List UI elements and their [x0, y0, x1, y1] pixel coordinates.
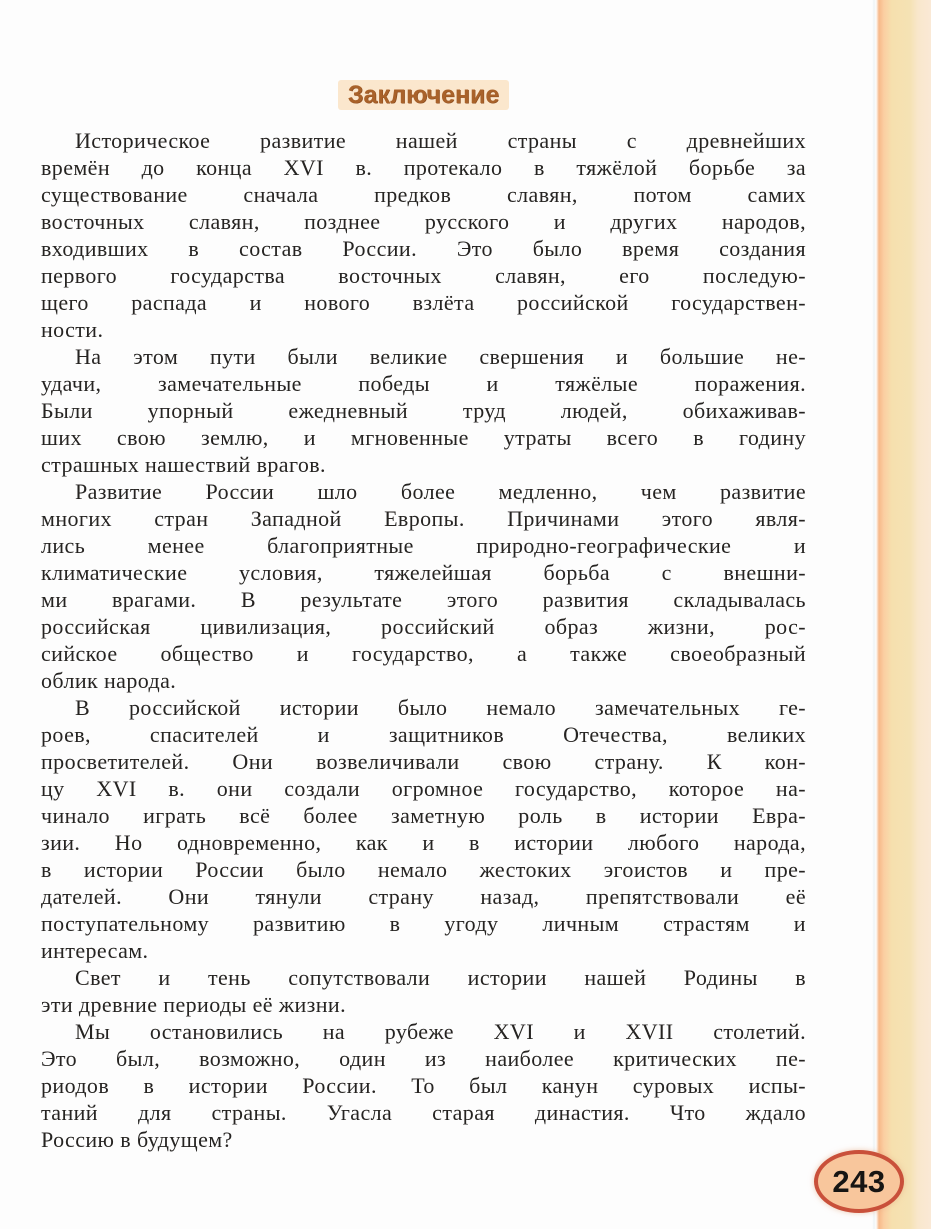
paragraph — [41, 964, 806, 1018]
text-line: дателей. Они тянули страну назад, препятствовали её — [41, 884, 806, 909]
text-line: ности. — [41, 317, 104, 342]
text-line: страшных нашествий врагов. — [41, 452, 326, 477]
text-line: первого государства восточных славян, его последую- — [41, 263, 806, 288]
text-line: в истории России было немало жестоких эгоистов и пре- — [41, 857, 806, 882]
text-line: Развитие России шло более медленно, чем развитие — [75, 479, 806, 504]
text-line: ших свою землю, и мгновенные утраты всего в годину — [41, 425, 806, 450]
section-heading: Заключение — [338, 80, 509, 110]
text-line: удачи, замечательные победы и тяжёлые поражения. — [41, 371, 806, 396]
paragraph — [41, 694, 806, 964]
scan-edge-band — [872, 0, 931, 1229]
text-line: щего распада и нового взлёта российской государствен- — [41, 290, 806, 315]
text-line: зии. Но одновременно, как и в истории любого народа, — [41, 830, 806, 855]
page-number-badge — [814, 1150, 904, 1213]
text-line: цу XVI в. они создали огромное государство, которое на- — [41, 776, 806, 801]
text-line: Россию в будущем? — [41, 1127, 233, 1152]
text-line: Свет и тень сопутствовали истории нашей Родины в — [75, 965, 806, 990]
text-line: существование сначала предков славян, потом самих — [41, 182, 806, 207]
text-line: Мы остановились на рубеже XVI и XVII столетий. — [75, 1019, 806, 1044]
text-line: риодов в истории России. То был канун суровых испы- — [41, 1073, 806, 1098]
paragraph — [41, 127, 806, 343]
text-line: Историческое развитие нашей страны с древнейших — [75, 128, 806, 153]
text-line: поступательному развитию в угоду личным страстям и — [41, 911, 806, 936]
text-line: интересам. — [41, 938, 149, 963]
text-line: времён до конца XVI в. протекало в тяжёлой борьбе за — [41, 155, 806, 180]
text-line: российская цивилизация, российский образ жизни, рос- — [41, 614, 806, 639]
text-line: роев, спасителей и защитников Отечества, великих — [41, 722, 806, 747]
text-line: входивших в состав России. Это было время создания — [41, 236, 806, 261]
page-content — [41, 80, 806, 1153]
text-line: лись менее благоприятные природно-географические и — [41, 533, 806, 558]
text-block — [41, 127, 806, 1153]
text-line: многих стран Западной Европы. Причинами этого явля- — [41, 506, 806, 531]
text-line: На этом пути были великие свершения и большие не- — [75, 344, 806, 369]
page-number: 243 — [832, 1163, 886, 1199]
text-line: таний для страны. Угасла старая династия. Что ждало — [41, 1100, 806, 1125]
paragraph — [41, 343, 806, 478]
text-line: эти древние периоды её жизни. — [41, 992, 346, 1017]
text-line: облик народа. — [41, 668, 177, 693]
text-line: чинало играть всё более заметную роль в истории Евра- — [41, 803, 806, 828]
text-line: климатические условия, тяжелейшая борьба с внешни- — [41, 560, 806, 585]
heading-row — [41, 80, 806, 110]
text-line: восточных славян, позднее русского и других народов, — [41, 209, 806, 234]
text-line: Были упорный ежедневный труд людей, обихаживав- — [41, 398, 806, 423]
text-line: сийское общество и государство, а также своеобразный — [41, 641, 806, 666]
text-line: В российской истории было немало замечательных ге- — [75, 695, 806, 720]
paragraph — [41, 1018, 806, 1153]
text-line: ми врагами. В результате этого развития складывалась — [41, 587, 806, 612]
text-line: Это был, возможно, один из наиболее критических пе- — [41, 1046, 806, 1071]
paragraph — [41, 478, 806, 694]
text-line: просветителей. Они возвеличивали свою страну. К кон- — [41, 749, 806, 774]
